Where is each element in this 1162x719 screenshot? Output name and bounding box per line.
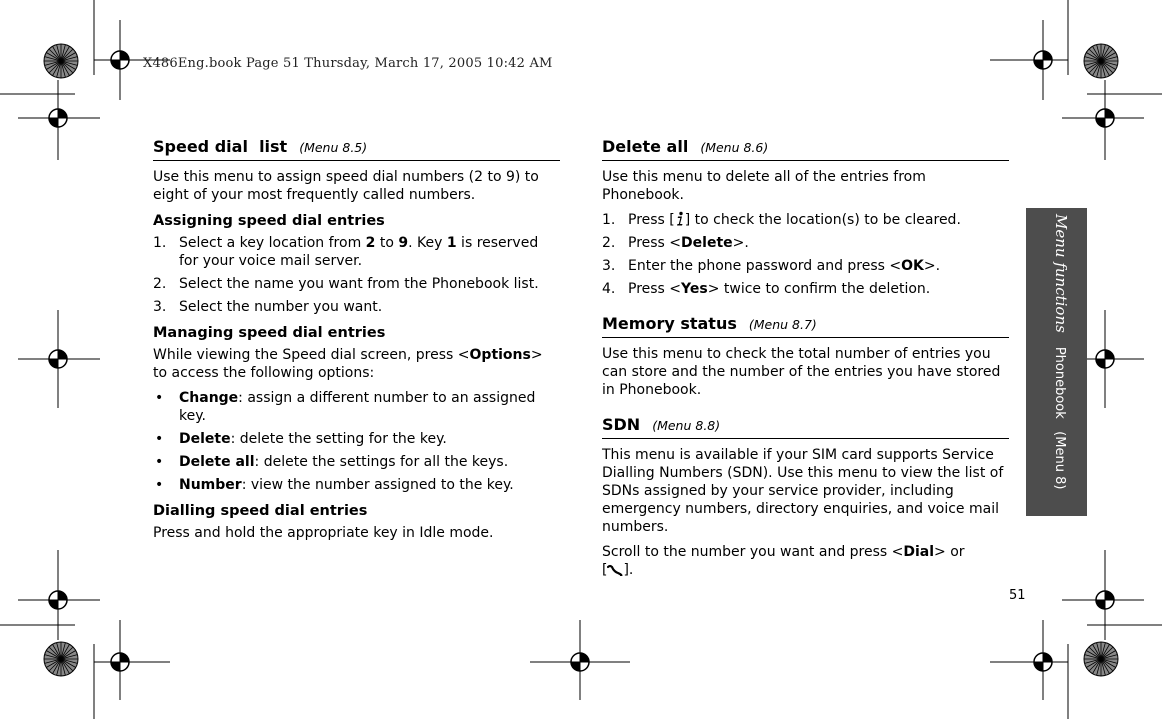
step-number: 3. <box>153 299 167 315</box>
step-text: > or [ <box>602 544 965 578</box>
bullet: • <box>155 477 164 493</box>
sdn-text: This menu is available if your SIM card supports Service Dialling Numbers (SDN). Use this menu to view the list of SDNs assigned by your service provider, including emergency numbers, directory enquiries, and voice mail numbers. <box>602 447 1004 535</box>
speed-dial-intro: Use this menu to assign speed dial numbers (2 to 9) to eight of your most frequently called numbers. <box>153 169 539 203</box>
list-item <box>153 453 560 471</box>
step-number: 1. <box>602 212 616 228</box>
list-item <box>153 430 560 448</box>
section-title: Delete all <box>602 137 689 156</box>
option-name: Number <box>179 477 242 493</box>
right-column <box>602 137 1009 586</box>
step-number: 1. <box>153 235 167 251</box>
step-text: to <box>375 235 399 251</box>
manage-intro <box>153 346 560 382</box>
side-tab-section: Menu functions <box>1052 214 1070 333</box>
intro-text: > to access the following options: <box>153 347 543 381</box>
section-title: SDN <box>602 415 641 434</box>
list-item <box>153 234 560 270</box>
list-item <box>602 257 1009 275</box>
step-text: Press [ <box>628 212 675 228</box>
bullet: • <box>155 431 164 447</box>
section-title: Memory status <box>602 314 737 333</box>
option-name: Delete <box>179 431 231 447</box>
delete-all-heading <box>602 137 1009 161</box>
left-column <box>153 137 560 549</box>
key-label: 1 <box>446 235 457 251</box>
bullet: • <box>155 454 164 470</box>
option-name: Delete all <box>179 454 255 470</box>
option-desc: : delete the settings for all the keys. <box>254 454 509 470</box>
list-item <box>602 234 1009 252</box>
speed-dial-heading <box>153 137 560 161</box>
soft-key-label: Yes <box>681 281 708 297</box>
step-text: Select the number you want. <box>179 299 383 315</box>
assign-steps <box>153 234 560 316</box>
option-desc: : view the number assigned to the key. <box>241 477 514 493</box>
page-number: 51 <box>1009 588 1026 603</box>
menu-ref: (Menu 8.6) <box>700 140 769 155</box>
step-number: 4. <box>602 281 616 297</box>
step-text: Select a key location from <box>179 235 366 251</box>
step-text: > twice to confirm the deletion. <box>707 281 931 297</box>
step-text: Scroll to the number you want and press < <box>602 544 904 560</box>
side-tab-subsection: Phonebook (Menu 8) <box>1052 346 1067 490</box>
dial-heading: Dialling speed dial entries <box>153 503 368 519</box>
step-text: >. <box>732 235 749 251</box>
side-tab <box>1026 208 1087 516</box>
step-text: Press < <box>628 281 682 297</box>
soft-key-label: Delete <box>681 235 733 251</box>
option-desc: : delete the setting for the key. <box>230 431 447 447</box>
file-header: X486Eng.book Page 51 Thursday, March 17, 2005 10:42 AM <box>143 56 553 71</box>
option-desc: : assign a different number to an assigned key. <box>179 390 536 424</box>
list-item <box>153 298 560 316</box>
side-tab-label <box>1052 214 1070 489</box>
sdn-scroll-text <box>602 543 972 579</box>
memory-status-text: Use this menu to check the total number of entries you can store and the number of the entries you have stored in Phonebook. <box>602 346 1001 398</box>
sdn-heading <box>602 415 1009 439</box>
menu-ref: (Menu 8.7) <box>748 317 817 332</box>
step-text: Select the name you want from the Phonebook list. <box>179 276 539 292</box>
soft-key-label: Options <box>469 347 531 363</box>
key-label: 9 <box>398 235 409 251</box>
menu-ref: (Menu 8.5) <box>299 140 368 155</box>
option-name: Change <box>179 390 239 406</box>
manage-heading: Managing speed dial entries <box>153 325 386 341</box>
assign-heading: Assigning speed dial entries <box>153 213 385 229</box>
menu-ref: (Menu 8.8) <box>652 418 721 433</box>
step-number: 2. <box>153 276 167 292</box>
step-number: 3. <box>602 258 616 274</box>
key-label: 2 <box>365 235 376 251</box>
step-text: is reserved for your voice mail server. <box>179 235 539 269</box>
dial-text: Press and hold the appropriate key in Idle mode. <box>153 525 494 541</box>
step-text: . Key <box>408 235 447 251</box>
list-item <box>153 389 560 425</box>
list-item <box>602 280 1009 298</box>
soft-key-label: OK <box>901 258 924 274</box>
delete-all-intro: Use this menu to delete all of the entries from Phonebook. <box>602 169 926 203</box>
delete-steps <box>602 211 1009 298</box>
list-item <box>153 476 560 494</box>
intro-text: While viewing the Speed dial screen, press < <box>153 347 470 363</box>
step-text: Enter the phone password and press < <box>628 258 902 274</box>
step-text: >. <box>923 258 941 274</box>
info-key-icon <box>675 211 685 226</box>
bullet: • <box>155 390 164 406</box>
step-text: ]. <box>623 562 634 578</box>
memory-status-heading <box>602 314 1009 338</box>
section-title: Speed dial list <box>153 137 288 156</box>
list-item <box>153 275 560 293</box>
list-item <box>602 211 1009 229</box>
options-list <box>153 389 560 494</box>
soft-key-label: Dial <box>903 544 935 560</box>
step-text: Press < <box>628 235 682 251</box>
dial-key-icon <box>607 564 623 576</box>
step-text: ] to check the location(s) to be cleared. <box>684 212 961 228</box>
step-number: 2. <box>602 235 616 251</box>
